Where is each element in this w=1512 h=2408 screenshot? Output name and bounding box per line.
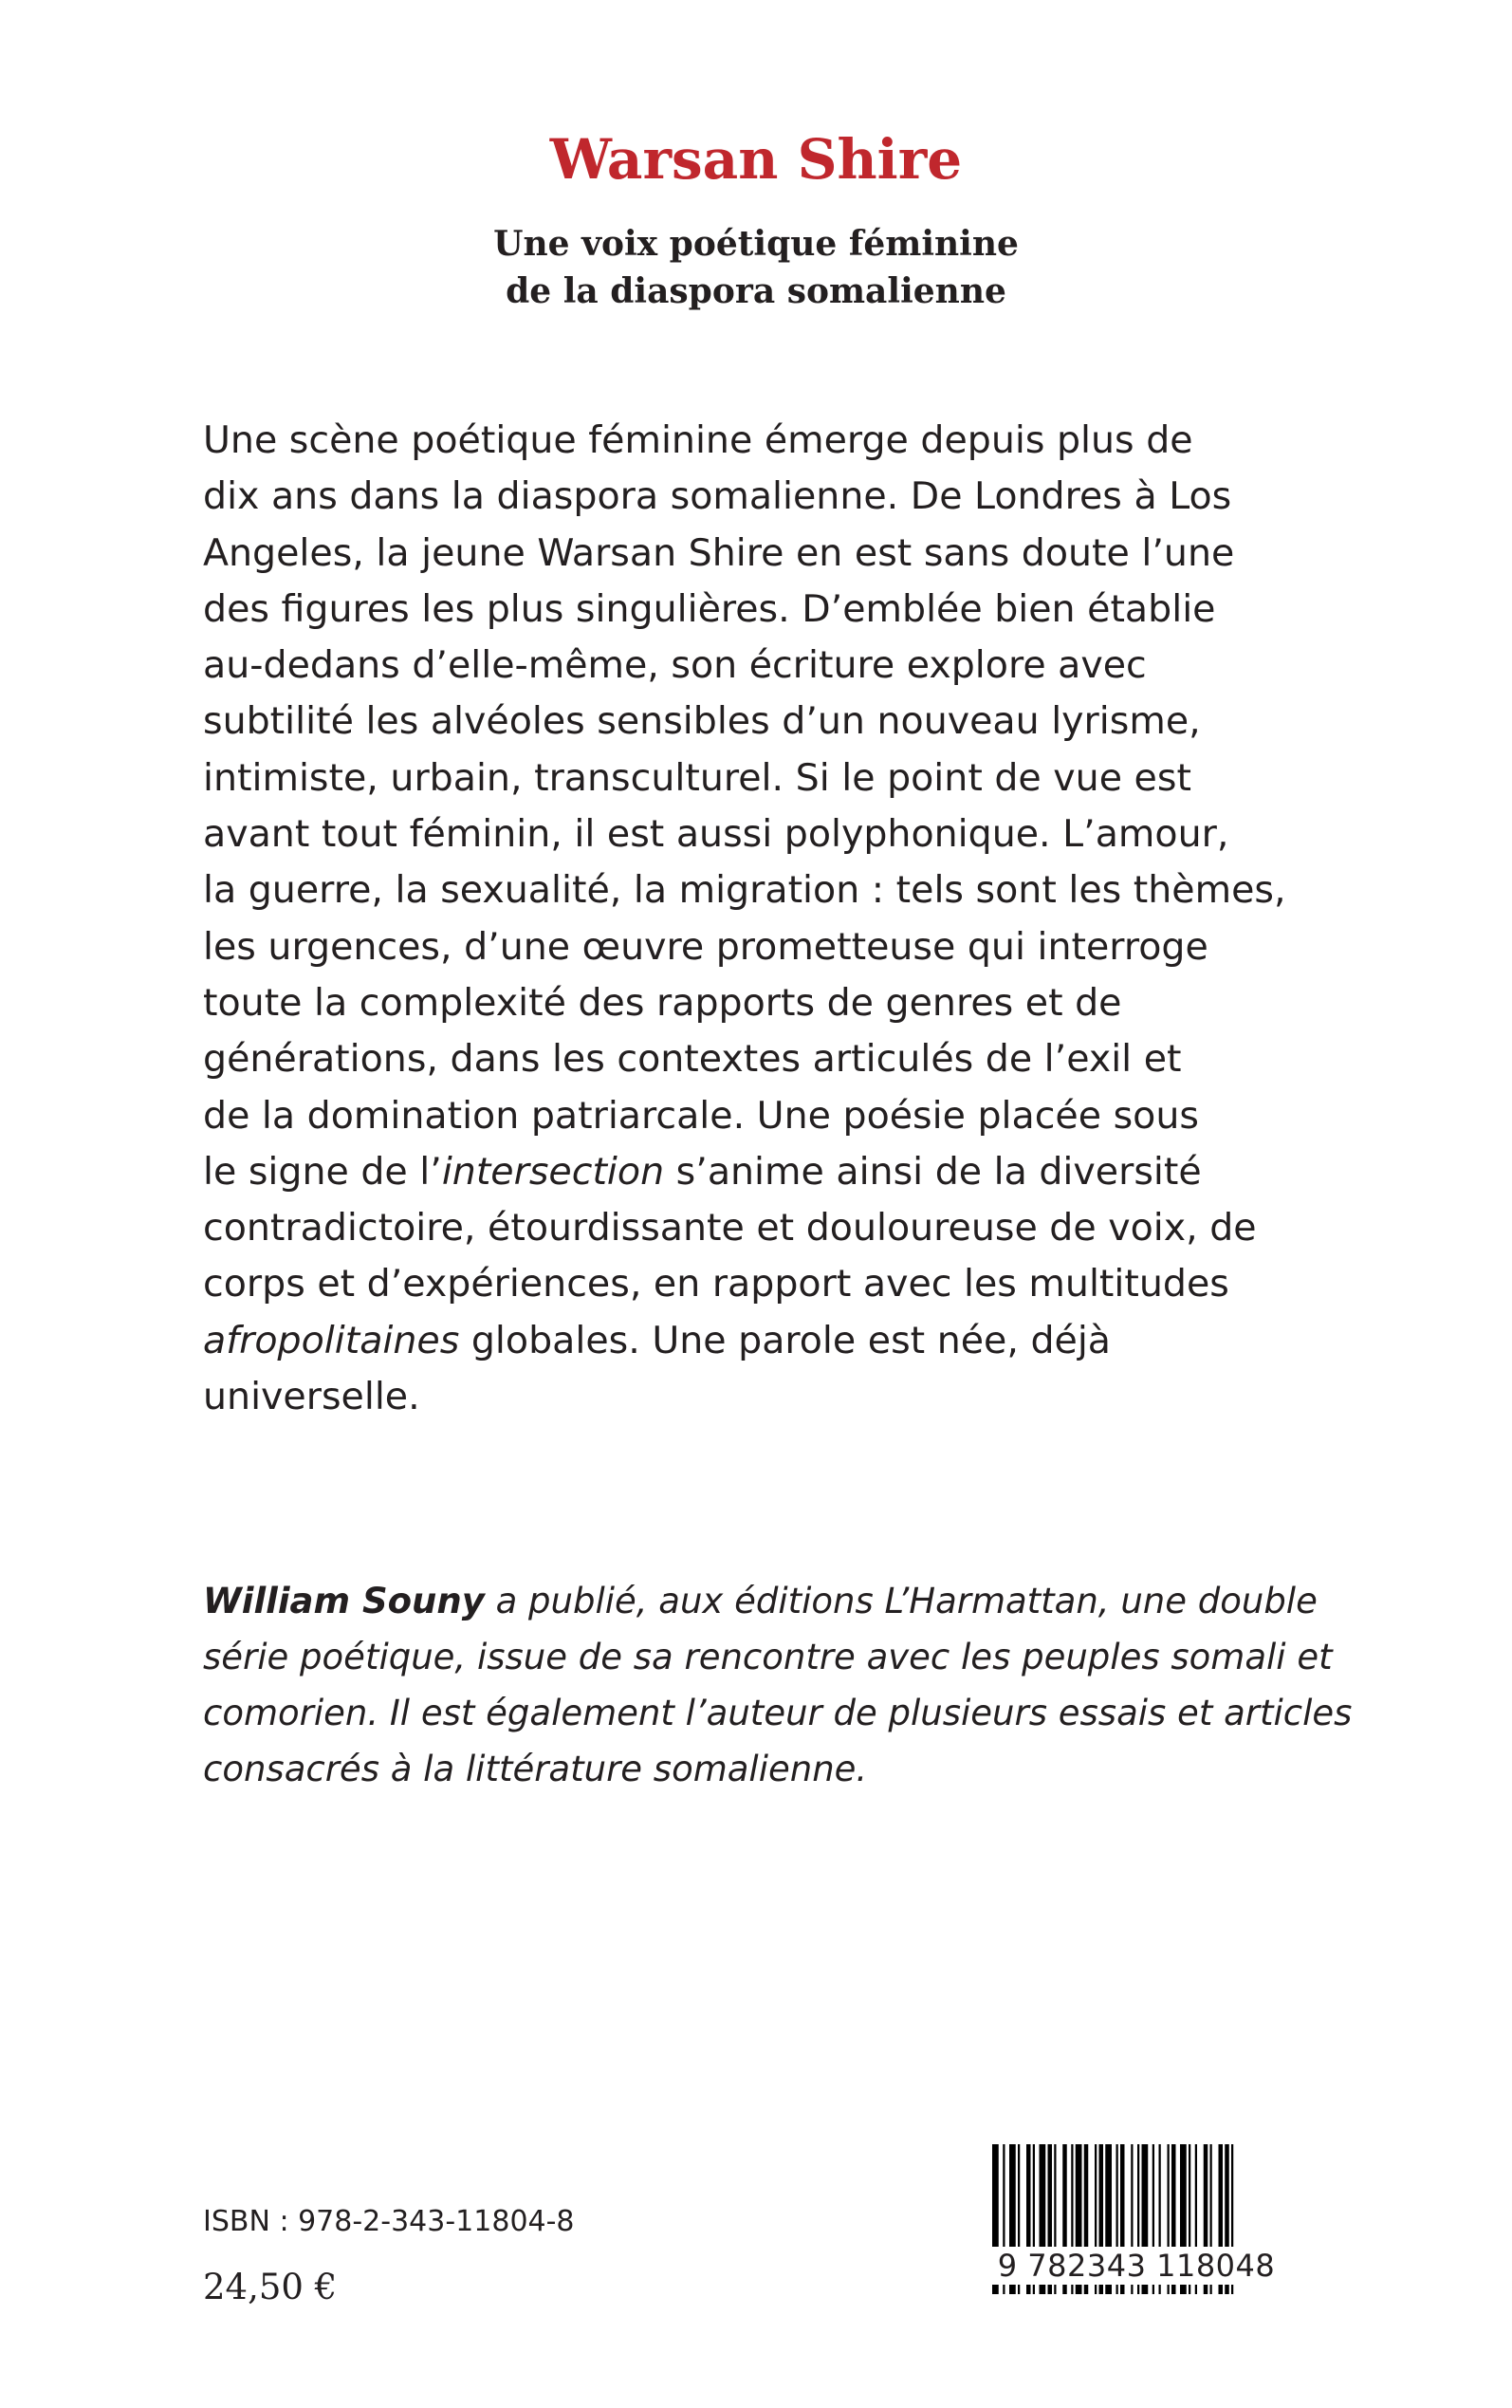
blurb-line: générations, dans les contextes articulés de l’exil et — [203, 1037, 1182, 1082]
book-title: Warsan Shire — [549, 127, 963, 192]
blurb-line: dix ans dans la diaspora somalienne. De Londres à Los — [203, 474, 1232, 519]
blurb-line: Angeles, la jeune Warsan Shire en est sans doute l’une — [203, 530, 1235, 575]
blurb-line: de la domination patriarcale. Une poésie placée sous — [203, 1093, 1199, 1138]
blurb-line: les urgences, d’une œuvre prometteuse qui interroge — [203, 924, 1208, 969]
blurb-line: Une scène poétique féminine émerge depuis plus de — [203, 418, 1193, 462]
blurb-paragraph — [203, 413, 1284, 1425]
blurb-line — [203, 1313, 1284, 1369]
blurb-line: des figures les plus singulières. D’emblée bien établie — [203, 586, 1216, 631]
subtitle-line-1: Une voix poétique féminine — [493, 224, 1019, 264]
author-bio-line — [203, 1573, 1318, 1629]
blurb-line: intimiste, urbain, transculturel. Si le point de vue est — [203, 755, 1191, 800]
blurb-line: au-dedans d’elle-même, son écriture explore avec — [203, 643, 1147, 688]
blurb-text: le signe de l’ — [203, 1149, 442, 1194]
price-label: 24,50 € — [203, 2267, 338, 2307]
author-bio-text: a publié, aux éditions L’Harmattan, une double — [484, 1581, 1318, 1621]
author-bio — [203, 1573, 1353, 1797]
subtitle-line-2: de la diaspora somalienne — [506, 271, 1006, 311]
blurb-line: contradictoire, étourdissante et douloureuse de voix, de — [203, 1206, 1257, 1250]
blurb-text: s’anime ainsi de la diversité — [664, 1149, 1202, 1194]
author-name: William Souny — [203, 1581, 485, 1621]
blurb-line: subtilité les alvéoles sensibles d’un nouveau lyrisme, — [203, 699, 1201, 744]
blurb-text: globales. Une parole est née, déjà — [459, 1318, 1111, 1362]
author-bio-line: consacrés à la littérature somalienne. — [203, 1749, 868, 1789]
blurb-line: la guerre, la sexualité, la migration : tels sont les thèmes, — [203, 868, 1286, 913]
isbn-label: ISBN : 978-2-343-11804-8 — [203, 2205, 575, 2238]
author-bio-line: comorien. Il est également l’auteur de plusieurs essais et articles — [203, 1693, 1353, 1733]
book-subtitle — [0, 220, 1512, 315]
blurb-line: toute la complexité des rapports de genres et de — [203, 980, 1122, 1025]
blurb-emphasis: intersection — [441, 1149, 665, 1194]
blurb-line — [203, 1144, 1284, 1200]
blurb-line: avant tout féminin, il est aussi polyphonique. L’amour, — [203, 812, 1229, 857]
barcode-digits: 9 782343 118048 — [986, 2247, 1286, 2285]
author-bio-line: série poétique, issue de sa rencontre avec les peuples somali et — [203, 1637, 1333, 1677]
blurb-line: corps et d’expériences, en rapport avec les multitudes — [203, 1262, 1229, 1306]
blurb-emphasis: afropolitaines — [203, 1318, 460, 1362]
blurb-line: universelle. — [203, 1375, 420, 1419]
